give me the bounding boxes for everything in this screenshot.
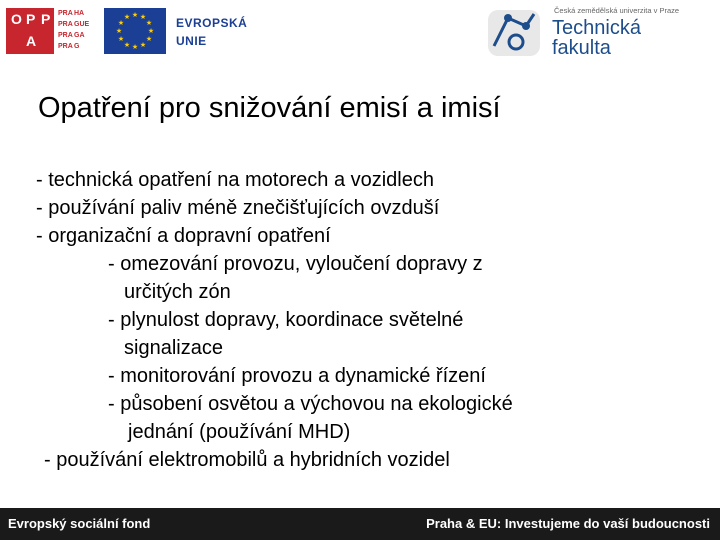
faculty-name-line: Technická	[552, 17, 641, 39]
sub-bullet-continuation: určitých zón	[124, 281, 231, 303]
oppa-grid-text: G	[74, 43, 80, 50]
oppa-letter: O	[11, 11, 22, 27]
faculty-university-name: Česká zemědělská univerzita v Praze	[554, 6, 680, 15]
svg-text:★: ★	[117, 35, 125, 43]
svg-text:★: ★	[131, 43, 139, 51]
faculty-emblem-icon	[486, 6, 544, 58]
slide-title: Opatření pro snižování emisí a imisí	[38, 92, 501, 124]
bullet-line: - používání paliv méně znečišťujících ovzduší	[36, 197, 440, 219]
header	[0, 0, 720, 62]
sub-bullet-line: - plynulost dopravy, koordinace světelné	[108, 309, 464, 331]
svg-text:★: ★	[123, 41, 131, 49]
footer	[0, 508, 720, 540]
oppa-logo	[6, 8, 102, 54]
sub-bullet-continuation: signalizace	[124, 337, 223, 359]
svg-text:★: ★	[145, 35, 153, 43]
oppa-grid-text: GA	[74, 32, 85, 39]
svg-text:★: ★	[147, 27, 155, 35]
oppa-grid-text: HA	[74, 10, 85, 17]
oppa-text-grid	[58, 8, 90, 54]
svg-text:★: ★	[117, 19, 125, 27]
eu-logo-line: EVROPSKÁ	[176, 16, 248, 30]
sub-bullet-continuation: jednání (používání MHD)	[128, 421, 351, 443]
bullet-line: - organizační a dopravní opatření	[36, 225, 331, 247]
oppa-letter: P	[41, 11, 51, 27]
faculty-logo	[472, 2, 720, 58]
eu-stars-icon	[104, 8, 166, 54]
sub-bullet-line: - omezování provozu, vyloučení dopravy z	[108, 253, 483, 275]
svg-text:★: ★	[145, 19, 153, 27]
oppa-grid-text: PRA	[58, 32, 73, 39]
eu-logo-line: UNIE	[176, 34, 207, 48]
oppa-grid-text: PRA	[58, 21, 73, 28]
oppa-grid-text: PRA	[58, 43, 73, 50]
oppa-letter: P	[26, 11, 36, 27]
oppa-letter: A	[26, 33, 37, 49]
bullet-line: - technická opatření na motorech a vozidlech	[36, 169, 434, 191]
svg-text:★: ★	[139, 41, 147, 49]
oppa-grid-text: PRA	[58, 10, 73, 17]
svg-text:★: ★	[131, 11, 139, 19]
svg-text:★: ★	[115, 27, 123, 35]
bullet-line: - používání elektromobilů a hybridních vozidel	[44, 449, 450, 471]
faculty-name-line: fakulta	[552, 37, 611, 59]
footer-left-text: Evropský sociální fond	[8, 516, 151, 531]
eu-logo-text	[176, 14, 247, 50]
svg-text:★: ★	[139, 13, 147, 21]
sub-bullet-line: - působení osvětou a výchovou na ekologické	[108, 393, 513, 415]
sub-bullet-line: - monitorování provozu a dynamické řízení	[108, 365, 486, 387]
footer-right-text: Praha & EU: Investujeme do vaší budoucnosti	[426, 516, 710, 531]
oppa-logo-block	[6, 8, 54, 54]
faculty-name	[552, 18, 641, 58]
oppa-grid-text: GUE	[74, 21, 90, 28]
eu-flag-icon	[104, 8, 166, 54]
svg-text:★: ★	[123, 13, 131, 21]
